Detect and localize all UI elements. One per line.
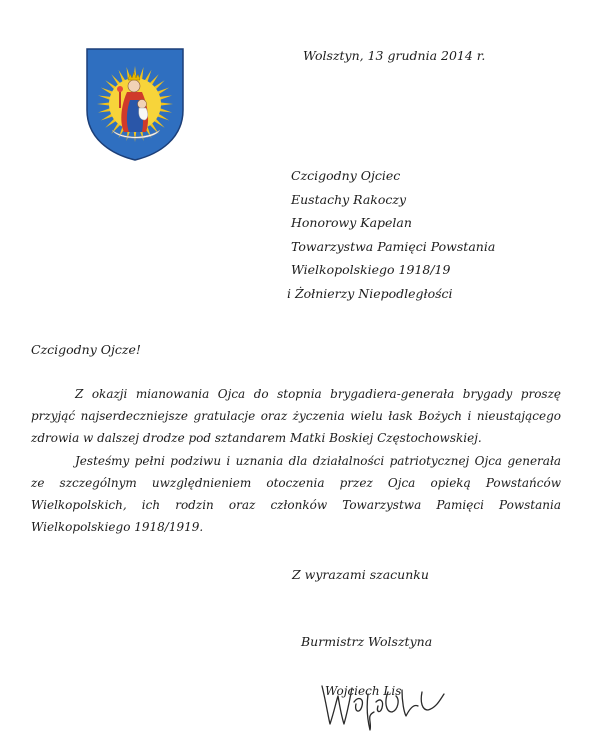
body-paragraph: Jesteśmy pełni podziwu i uznania dla działalności patriotycznej Ojca generała ze szczególnym uwzględnieniem otoczenia przez Ojca opieką Powstańców Wielkopolskich, ich rodzin oraz członków Towarzystwa Pamięci Powstania Wielkopolskiego 1918/1919.	[31, 453, 561, 535]
closing: Z wyrazami szacunku	[292, 567, 429, 582]
coat-of-arms-icon	[84, 46, 186, 162]
handwritten-signature	[318, 672, 448, 734]
signatory-title: Burmistrz Wolsztyna	[301, 634, 433, 649]
salutation: Czcigodny Ojcze!	[31, 342, 141, 357]
address-line: Honorowy Kapelan	[291, 215, 412, 230]
letter-body	[31, 383, 561, 538]
address-line: Eustachy Rakoczy	[291, 191, 407, 207]
address-line: Wielkopolskiego 1918/19	[291, 262, 451, 277]
address-line: Towarzystwa Pamięci Powstania	[291, 238, 496, 254]
letter-date: Wolsztyn, 13 grudnia 2014 r.	[303, 48, 486, 63]
address-line: i Żołnierzy Niepodległości	[287, 285, 453, 301]
recipient-address	[287, 164, 496, 305]
body-paragraph: Z okazji mianowania Ojca do stopnia brygadiera-generała brygady proszę przyjąć najserdeczniejsze gratulacje oraz życzenia wielu łask Bożych i nieustającego zdrowia w dalszej drodze pod sztandarem Matki Boskiej Częstochowskiej.	[31, 387, 561, 446]
signatory-name: Wojciech Lis	[325, 684, 402, 698]
address-line: Czcigodny Ojciec	[291, 168, 401, 183]
